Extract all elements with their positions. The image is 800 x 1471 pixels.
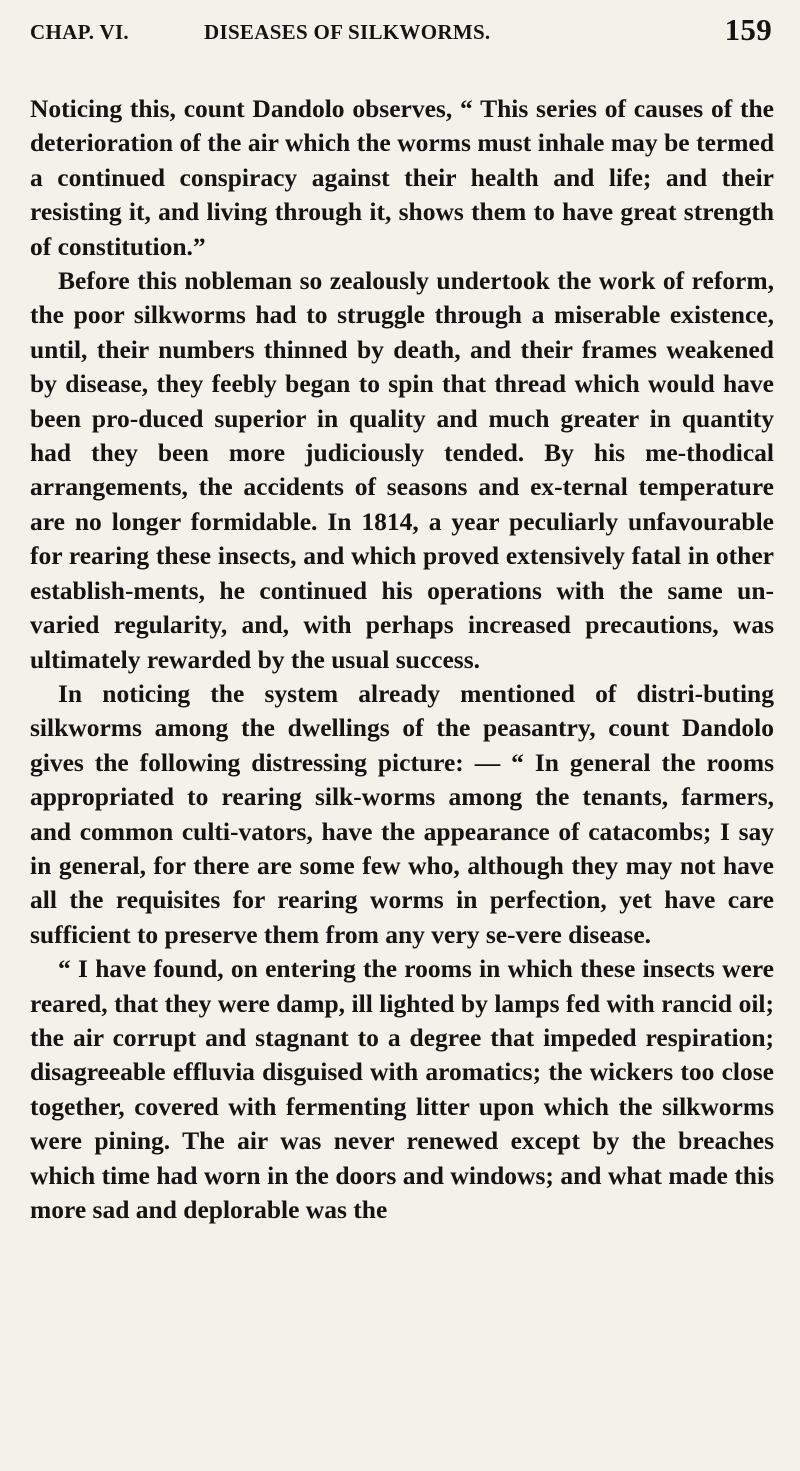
chapter-label: CHAP. VI. [30,20,129,44]
paragraph-1: Noticing this, count Dandolo observes, “ This series of causes of the deterioration of the air which the worms must inhale may be termed a continued conspiracy against their health and life; and their resisting it, and living through it, shows them to have great strength of constitution.” [30,94,774,261]
book-page [30,12,774,1227]
paragraph-2: Before this nobleman so zealously undertook the work of reform, the poor silkworms had to struggle through a miserable existence, until, their numbers thinned by death, and their frames weakened by disease, they feebly began to spin that thread which would have been pro-duced superior in quality and much greater in quantity had they been more judiciously tended. By his me-thodical arrangements, the accidents of seasons and ex-ternal temperature are no longer formidable. In 1814, a year peculiarly unfavourable for rearing these insects, and which proved extensively fatal in other establish-ments, he continued his operations with the same un-varied regularity, and, with perhaps increased precautions, was ultimately rewarded by the usual success. [30,266,774,674]
running-head [30,12,774,64]
body-text [30,92,774,1227]
paragraph-4: “ I have found, on entering the rooms in which these insects were reared, that they were damp, ill lighted by lamps fed with rancid oil; the air corrupt and stagnant to a degree that impeded respiration; disagreeable effluvia disguised with aromatics; the wickers too close together, covered with fermenting litter upon which the silkworms were pining. The air was never renewed except by the breaches which time had worn in the doors and windows; and what made this more sad and deplorable was the [30,954,774,1224]
chapter-title: DISEASES OF SILKWORMS. [204,20,491,44]
page-number: 159 [724,12,772,47]
paragraph-3: In noticing the system already mentioned of distri-buting silkworms among the dwellings of the peasantry, count Dandolo gives the following distressing picture: — “ In general the rooms appropriated to rearing silk-worms among the tenants, farmers, and common culti-vators, have the appearance of catacombs; I say in general, for there are some few who, although they may not have all the requisites for rearing worms in perfection, yet have care sufficient to preserve them from any very se-vere disease. [30,678,774,949]
